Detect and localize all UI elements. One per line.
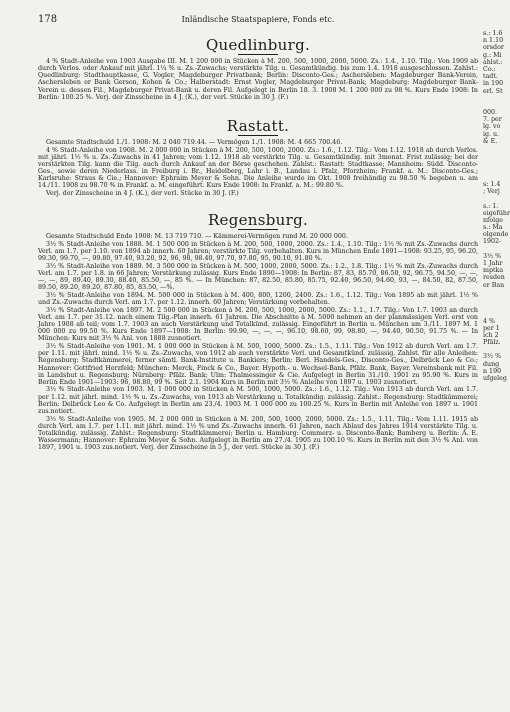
bleed-line bbox=[483, 612, 504, 619]
bleed-line bbox=[483, 167, 504, 174]
bleed-line: per 1 bbox=[483, 324, 500, 332]
title-rule bbox=[238, 54, 278, 55]
bleed-line bbox=[483, 411, 504, 418]
bleed-line bbox=[483, 433, 504, 440]
page-number: 178 bbox=[38, 14, 58, 25]
bleed-line bbox=[483, 246, 504, 253]
entry-regensburg-1894: 3½ % Stadt-Anleihe von 1894. M. 500 000 in Stücken à M. 400, 800, 1200, 2400. Zs.: 1.6., 1.12. Tilg.: Von 1895 ab mit jährl. 1½ % und Zs.-Zuwachs durch Verl. am 1.7. per 1.12. innerh. 60 Jahren; Verstärkung vorbehalten. bbox=[38, 291, 478, 307]
bleed-line: n 190 bbox=[483, 367, 502, 375]
bleed-line: Co.: bbox=[483, 65, 496, 73]
bleed-line bbox=[483, 583, 504, 590]
bleed-line: eigeführ bbox=[483, 209, 510, 217]
bleed-line bbox=[483, 540, 504, 547]
bleed-line bbox=[483, 591, 504, 598]
title-rule bbox=[238, 229, 278, 230]
bleed-line bbox=[483, 425, 504, 432]
bleed-line: Pfälz. bbox=[483, 339, 501, 347]
bleed-line: & E. bbox=[483, 137, 498, 145]
bleed-line: n 1.10 bbox=[483, 37, 504, 45]
bleed-line: ; Verj bbox=[483, 188, 500, 196]
bleed-line: olgende bbox=[483, 231, 509, 239]
bleed-line bbox=[483, 598, 504, 605]
bleed-line bbox=[483, 562, 504, 569]
title-rule bbox=[238, 135, 278, 136]
bleed-line: er Ban bbox=[483, 281, 505, 289]
bleed-line bbox=[483, 102, 504, 109]
bleed-line bbox=[483, 397, 504, 404]
bleed-line: 1902- bbox=[483, 238, 502, 246]
bleed-line bbox=[483, 576, 504, 583]
bleed-line: dung bbox=[483, 360, 500, 368]
bleed-line bbox=[483, 289, 504, 296]
bleed-line: nfolge bbox=[483, 216, 503, 224]
bleed-line bbox=[483, 346, 504, 353]
entry-regensburg-debt: Gesamte Stadtschuld Ende 1908: M. 13 719 710. — Kämmerei-Vermögen rund M. 20 000 000. bbox=[46, 233, 348, 241]
bleed-line bbox=[483, 526, 504, 533]
bleed-line bbox=[483, 519, 504, 526]
text-column bbox=[38, 12, 478, 452]
bleed-line: ich 2 bbox=[483, 331, 499, 339]
entry-rastatt-debt: Gesamte Stadtschuld 1./1. 1908: M. 2 040 719.44. — Vermögen 1./1. 1908: M. 4 665 700.46. bbox=[46, 138, 343, 146]
bleed-line: s: 1.4 bbox=[483, 180, 501, 188]
running-header bbox=[38, 12, 478, 28]
bleed-line: 3½ % bbox=[483, 252, 502, 260]
bleed-line: ahlst.: bbox=[483, 58, 503, 66]
bleed-line bbox=[483, 504, 504, 511]
bleed-line bbox=[483, 296, 504, 303]
bleed-line: tadt. bbox=[483, 73, 498, 81]
entry-regensburg-1903: 3½ % Stadt-Anleihe von 1903. M. 1 000 000 in Stücken à M. 500, 1000, 5000. Zs.: 1.6., 1.12. Tilg.: Von 1913 ab durch Verl. am 1.7. per 1.12. mit jährl. mind. 1½ % u. Zs.-Zuwachs, von 1913 ab Verstärkung u. Totalkündig. zulässig. Zahlst.: Regensburg: Stadtkämmerei; Berlin: Delbrück Leo & Co. Aufgelegt in Berlin am 23./4. 1903 M. 1 000 000 zu 100.25 %. Kurs in Berlin mit Anleihe von 1897 u. 1901 zus.notiert. bbox=[38, 386, 478, 415]
bleed-line: 000. bbox=[483, 109, 498, 117]
bleed-line bbox=[483, 555, 504, 562]
bleed-line bbox=[483, 447, 504, 454]
bleed-line: 4 % bbox=[483, 317, 495, 325]
bleed-line: s.: Ma bbox=[483, 224, 503, 232]
bleed-line bbox=[483, 95, 504, 102]
bleed-line bbox=[483, 468, 504, 475]
bleed-line bbox=[483, 461, 504, 468]
bleed-line bbox=[483, 389, 504, 396]
entry-regensburg-1897: 3½ % Stadt-Anleihe von 1897. M. 2 500 000 in Stücken à M. 200, 500, 1000, 2000, 5000. Zs.: 1.1., 1.7. Tilg.: Von 1.7. 1903 an durch Verl. am 1.7. per 31.12. nach einem Tilg.-Plan innerh. 61 Jahren. Die Abschnitte à M. 5000 nehmen an der planmässigen Verl. erst von Jahre 1908 ab teil; vom 1.7. 1903 an auch Verstärkung und Totalkünd. zulässig. Eingeführt in Berlin u. München am 3./11. 1897 M. 1 000 000 zu 99.50 %. Kurs Ende 1897—1908: In Berlin: 99.90, —, —, —, 96.10, 98.60, 99, 98.80, —, 94.40, 90.50, 91.75 %. — In München: Kurs mit 3½ % Anl. von 1888 zusnotiert. bbox=[38, 306, 478, 343]
bleed-line: 1 Jahr bbox=[483, 260, 503, 267]
bleed-line: in 190 bbox=[483, 80, 504, 88]
bleed-line: orsdor bbox=[483, 44, 504, 52]
entry-regensburg-1901: 3½ % Stadt-Anleihe von 1901. M. 1 000 000 in Stücken à M. 500, 1000, 5000. Zs.: 1.5., 1.11. Tilg.: Von 1912 ab durch Verl. am 1.7. per 1.11. mit jährl. mind. 1½ % u. Zs.-Zuwachs, von 1912 ab auch verstärkte Verl. und Gesamtkünd. zulässig. Zahlst. für alle Anleihen: Regensburg: Stadtkämmerei, ferner sämtl. Bank-Institute u. Bankiers; Berlin: Berl. Handels-Ges., Disconto-Ges., Delbrück Leo & Co.; Hannover: Gottfried Herzfeld; München: Merck, Finck & Co., Bayer. Hypoth.- u. Wechsel-Bank, Pfälz. Bank, Bayer. Vereinsbank mit Fil. in Landshut u. Regensburg; Nürnberg: Pfälz. Bank; Ulm: Thalmessinger & Cie. Aufgelegt in Berlin 31./10. 1901 zu 95.90 %. Kurs in Berlin Ende 1901—1903: 96, 98.80, 99 %. Seit 2.1. 1904 Kurs in Berlin mit 3½ % Anleihe von 1897 u. 1903 zusnotiert. bbox=[38, 343, 478, 386]
entry-rastatt-verj: Verj. der Zinsscheine in 4 J. (K.), der verl. Stücke in 30 J. (F.) bbox=[46, 190, 239, 198]
bleed-line bbox=[483, 483, 504, 490]
bleed-line bbox=[483, 454, 504, 461]
section-title-regensburg: Regensburg. bbox=[207, 211, 309, 230]
bleed-line bbox=[483, 440, 504, 447]
bleed-line bbox=[483, 605, 504, 612]
running-title: Inländische Staatspapiere, Fonds etc. bbox=[181, 15, 335, 24]
bleed-line bbox=[483, 619, 504, 626]
entry-regensburg-1905: 3½ % Stadt-Anleihe von 1905. M. 2 000 000 in Stücken à M. 200, 500, 1000, 2000, 5000. Zs.: 1.5., 1.11. Tilg.: Vom 1.11. 1915 ab durch Verl. am 1.7. per 1.11. mit jährl. mind. 1½ % und Zs.-Zuwachs innerh. 61 Jahren, nach Ablauf des Jahres 1914 verstärkte Tilg. u. Totalkündig. zulässig. Zahlst.: Regensburg: Stadtkämmerei; Berlin u. Hamburg: Commerz- u. Disconto-Bank; Bamberg u. Berlin: A. E. Wassermann; Hannover: Ephraim Meyer & Sohn. Aufgelegt in Berlin am 27./4. 1905 zu 100.10 %. Kurs in Berlin mit den 3½ % Anl. von 1897, 1901 u. 1903 zus.notiert. Verj. der Zinsscheine in 5 J., der verl. Stücke in 30 J. (F.) bbox=[38, 415, 478, 452]
bleed-line: ufgeleg bbox=[483, 375, 507, 382]
bleed-line: erl. St bbox=[483, 87, 503, 95]
bleed-line bbox=[483, 533, 504, 540]
bleed-line: mptka bbox=[483, 267, 504, 275]
bleed-line bbox=[483, 476, 504, 483]
bleed-line bbox=[483, 174, 504, 181]
bleed-line: 3½ % bbox=[483, 353, 502, 361]
bleed-line: s.: 1. bbox=[483, 202, 499, 210]
bleed-line bbox=[483, 303, 504, 310]
bleed-line bbox=[483, 159, 504, 166]
bleed-line: s.: 1.6 bbox=[483, 30, 503, 37]
entry-quedlinburg-1903: 4 % Stadt-Anleihe von 1903 Ausgabe III. M. 1 200 000 in Stücken à M. 200, 500, 1000, 2000, 5000. Zs.: 1.4., 1.10. Tilg.: Von 1909 ab durch Verlos. oder Ankauf mit jährl. 1¼ % u. Zs.-Zuwachs; verstärkte Tilg. u. Gesamtkündig. bis zum 1.4. 1918 ausgeschlossen. Zahlst.: Quedlinburg: Stadthauptkasse, G. Vogler, Magdeburger Privatbank; Berlin: Disconto-Ges.; Aschersleben: Magdeburger Bank-Verein, Aschersleben er Bank Gerson, Kohen & Co.; Halberstadt: Ernst Vogler, Magdeburger Privat-Bank; Magdeburg: Magdeburger Bank-Verein u. dessen Fil., Magdeburger Privat-Bank u. deren Fil. Aufgelegt in Berlin 18. 3. 1908 M. 1 200 000 zu 98 %. Kurs Ende 1908: In Berlin: 100.25 %. Verj. der Zinsscheine in 4 J. (K.), der verl. Stücke in 30 J. (F.) bbox=[38, 58, 478, 101]
bleed-line: resden bbox=[483, 274, 505, 282]
bleed-line: 7. per bbox=[483, 116, 502, 124]
bleed-line bbox=[483, 512, 504, 519]
section-title-rastatt: Rastatt. bbox=[226, 116, 290, 135]
bleed-line bbox=[483, 490, 504, 497]
bleed-line bbox=[483, 627, 504, 634]
bleed-line: g.: Mi bbox=[483, 51, 502, 59]
entry-regensburg-1888: 3½ % Stadt-Anleihe von 1888. M. 1 500 000 in Stücken à M. 200, 500, 1000, 2000. Zs.: 1.4., 1.10. Tilg.: 1½ % mit Zs.-Zuwachs durch Verl. am 1.7. per 1.10. von 1894 ab innerh. 60 Jahren; verstärkte Tilg. vorbehalten. Kurs in München Ende 1891—1908: 93.25, 95, 96.20, 99.30, 99.70, —, 99.80, 97.40, 93.20, 92, 96, 98, 98.40, 97.70, 97.80, 95, 90.10, 91.80 %. bbox=[38, 240, 478, 263]
bleed-line bbox=[483, 382, 504, 389]
bleed-line bbox=[483, 152, 504, 159]
bleed-line bbox=[483, 634, 504, 641]
bleed-line: lg. vo bbox=[483, 123, 501, 131]
bleed-line bbox=[483, 404, 504, 411]
entry-rastatt-1908: 4 % Stadt-Anleihe von 1908. M. 2 000 000 in Stücken à M. 200, 500, 1000, 2000. Zs.: 1.6., 1.12. Tilg.: Vom 1.12. 1918 ab durch Verlos. mit jährl. 1½ % u. Zs.-Zuwachs in 41 Jahren; vom 1.12. 1918 ab verstärkte Tilg. u. Gesamtkündig. mit 3monat. Frist zulässig; bei der verstärkten Tilg. kann die Tilg. auch durch Ankauf an der Börse geschehen. Zahlst.: Rastatt: Stadtkasse; Mannheim: Südd. Disconto-Ges., sowie deren Niederlass. in Freiburg i. Br., Heidelberg, Lahr i. B., Landau i. Pfalz, Pforzheim; Frankf. a. M.: Disconto-Ges.; Karlsruhe: Straus & Cie.; Hannover: Ephraim Meyer & Sohn. Die Anleihe wurde im Okt. 1908 freihändig zu 98.50 % begeben u. am 14./11. 1908 zu 98.70 % in Frankf. a. M. eingeführt. Kurs Ende 1908: In Frankf. a. M.: 99.80 %. bbox=[38, 146, 478, 190]
bleed-line bbox=[483, 497, 504, 504]
entry-regensburg-1889: 3½ % Stadt-Anleihe von 1889. M. 3 500 000 in Stücken à M. 500, 1000, 2000, 5000. Zs.: 1.2., 1.8. Tilg.: 1½ % mit Zs.-Zuwachs durch Verl. am 1.7. per 1.8. in 66 Jahren; Verstärkung zulässig. Kurs Ende 1890—1908: In Berlin: 87, 83, 85.70, 86.50, 92, 96.75, 94.50, —, —, —, —, 89, 89.40, 89.30, 88.40, 85.50, —, 85 %. — In München: 87, 82.50, 85.80, 85.75, 92.40, 96.50, 94.60, 93, —, 84.50, 82, 87.50, 89.50, 89.20, 89.20, 87.80, 85, 83.50, —%. bbox=[38, 262, 478, 292]
section-title-quedlinburg: Quedlinburg. bbox=[205, 36, 311, 54]
bleed-line: ig. u. bbox=[483, 130, 500, 138]
bleed-line bbox=[483, 548, 504, 555]
bleed-line bbox=[483, 195, 504, 202]
bleed-line bbox=[483, 569, 504, 576]
bleed-line bbox=[483, 418, 504, 425]
bleed-line bbox=[483, 641, 504, 648]
facing-page-bleed bbox=[483, 30, 510, 648]
bleed-line bbox=[483, 145, 504, 152]
bleed-line bbox=[483, 310, 504, 317]
